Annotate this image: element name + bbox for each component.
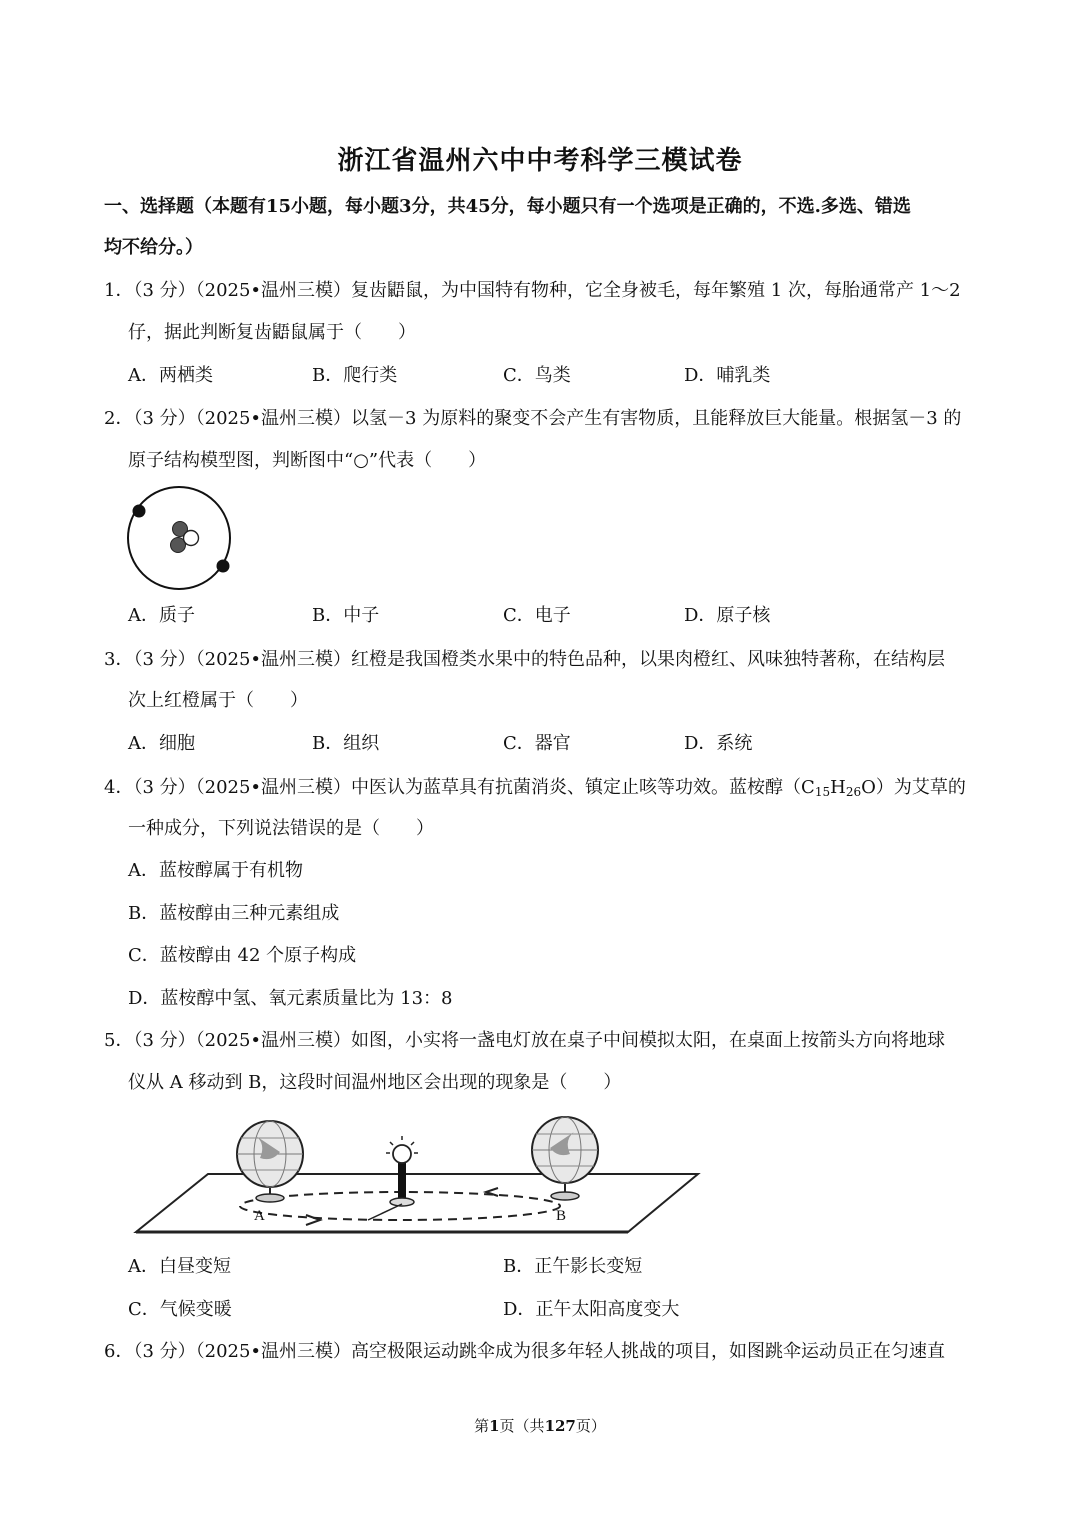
globe-b-icon (532, 1117, 598, 1200)
footer-text: 第 (474, 1417, 490, 1435)
subscript-15: 15 (814, 785, 831, 799)
question-3-line2: 次上红橙属于（ ） (128, 690, 308, 711)
question-4-option-d[interactable]: D．蓝桉醇中氢、氧元素质量比为 13：8 (128, 988, 453, 1009)
question-5-line1: 5．（3 分）（2025•温州三模）如图，小实将一盏电灯放在桌子中间模拟太阳，在桌面上按箭头方向将地球 (104, 1030, 946, 1051)
page-number: 1 (489, 1417, 500, 1435)
lamp-stand (398, 1162, 406, 1200)
question-2-option-b[interactable]: B．中子 (312, 605, 380, 626)
question-1-option-b[interactable]: B．爬行类 (312, 365, 398, 386)
atom-model-figure (122, 482, 238, 594)
table-surface (136, 1174, 698, 1232)
footer-text: 页（共 (499, 1417, 545, 1435)
section-heading-line1: 一、选择题（本题有15小题，每小题3分，共45分，每小题只有一个选项是正确的，不选.多选、错选 (104, 196, 911, 217)
question-2-option-c[interactable]: C．电子 (503, 605, 571, 626)
question-4-option-b[interactable]: B．蓝桉醇由三种元素组成 (128, 903, 340, 924)
question-3-option-c[interactable]: C．器官 (503, 733, 571, 754)
question-1-line2: 仔，据此判断复齿鼯鼠属于（ ） (128, 322, 416, 343)
bulb-icon (393, 1145, 411, 1163)
question-3-option-a[interactable]: A．细胞 (128, 733, 195, 754)
footer-text: 页） (575, 1417, 606, 1435)
neutron-ball (184, 531, 199, 546)
question-4-line1 (104, 776, 966, 800)
subscript-26: 26 (845, 785, 862, 799)
total-pages: 127 (544, 1417, 576, 1435)
question-2-line1: 2．（3 分）（2025•温州三模）以氢－3 为原料的聚变不会产生有害物质，且能释放巨大能量。根据氢－3 的 (104, 408, 962, 429)
question-5-option-b[interactable]: B．正午影长变短 (503, 1256, 643, 1277)
question-1-option-a[interactable]: A．两栖类 (128, 365, 213, 386)
question-2-option-a[interactable]: A．质子 (128, 605, 195, 626)
question-5-option-c[interactable]: C．气候变暖 (128, 1299, 232, 1320)
question-5-line2: 仪从 A 移动到 B，这段时间温州地区会出现的现象是（ ） (128, 1072, 622, 1093)
question-4-option-a[interactable]: A．蓝桉醇属于有机物 (128, 860, 303, 881)
question-4-text-a: 4．（3 分）（2025•温州三模）中医认为蓝草具有抗菌消炎、镇定止咳等功效。蓝桉醇（C (104, 777, 815, 798)
label-a: A (254, 1208, 265, 1224)
globe-a-icon (237, 1121, 303, 1202)
page-title: 浙江省温州六中中考科学三模试卷 (337, 146, 743, 176)
question-4-line2: 一种成分，下列说法错误的是（ ） (128, 818, 434, 839)
question-1-option-c[interactable]: C．鸟类 (503, 365, 571, 386)
arrow-icon (306, 1215, 320, 1225)
question-6-line1: 6．（3 分）（2025•温州三模）高空极限运动跳伞成为很多年轻人挑战的项目，如图跳伞运动员正在匀速直 (104, 1341, 946, 1362)
question-4-text-b: H (830, 777, 846, 798)
question-1-option-d[interactable]: D．哺乳类 (684, 365, 771, 386)
globe-orbit-figure (128, 1106, 704, 1242)
question-3-option-b[interactable]: B．组织 (312, 733, 380, 754)
question-3-line1: 3．（3 分）（2025•温州三模）红橙是我国橙类水果中的特色品种，以果肉橙红、风味独特著称，在结构层 (104, 649, 946, 670)
electron-dot (133, 505, 146, 518)
label-b: B (556, 1208, 567, 1224)
section-heading-line2: 均不给分。） (104, 237, 203, 258)
question-4-text-c: O）为艾草的 (861, 777, 966, 798)
question-3-option-d[interactable]: D．系统 (684, 733, 753, 754)
question-4-option-c[interactable]: C．蓝桉醇由 42 个原子构成 (128, 945, 357, 966)
page-footer (0, 1415, 1080, 1436)
electron-dot (217, 560, 230, 573)
question-5-option-a[interactable]: A．白昼变短 (128, 1256, 231, 1277)
question-1-line1: 1．（3 分）（2025•温州三模）复齿鼯鼠，为中国特有物种，它全身被毛，每年繁殖 1 次，每胎通常产 1～2 (104, 280, 961, 301)
question-2-line2: 原子结构模型图，判断图中“○”代表（ ） (128, 450, 487, 471)
question-2-option-d[interactable]: D．原子核 (684, 605, 771, 626)
question-5-option-d[interactable]: D．正午太阳高度变大 (503, 1299, 680, 1320)
